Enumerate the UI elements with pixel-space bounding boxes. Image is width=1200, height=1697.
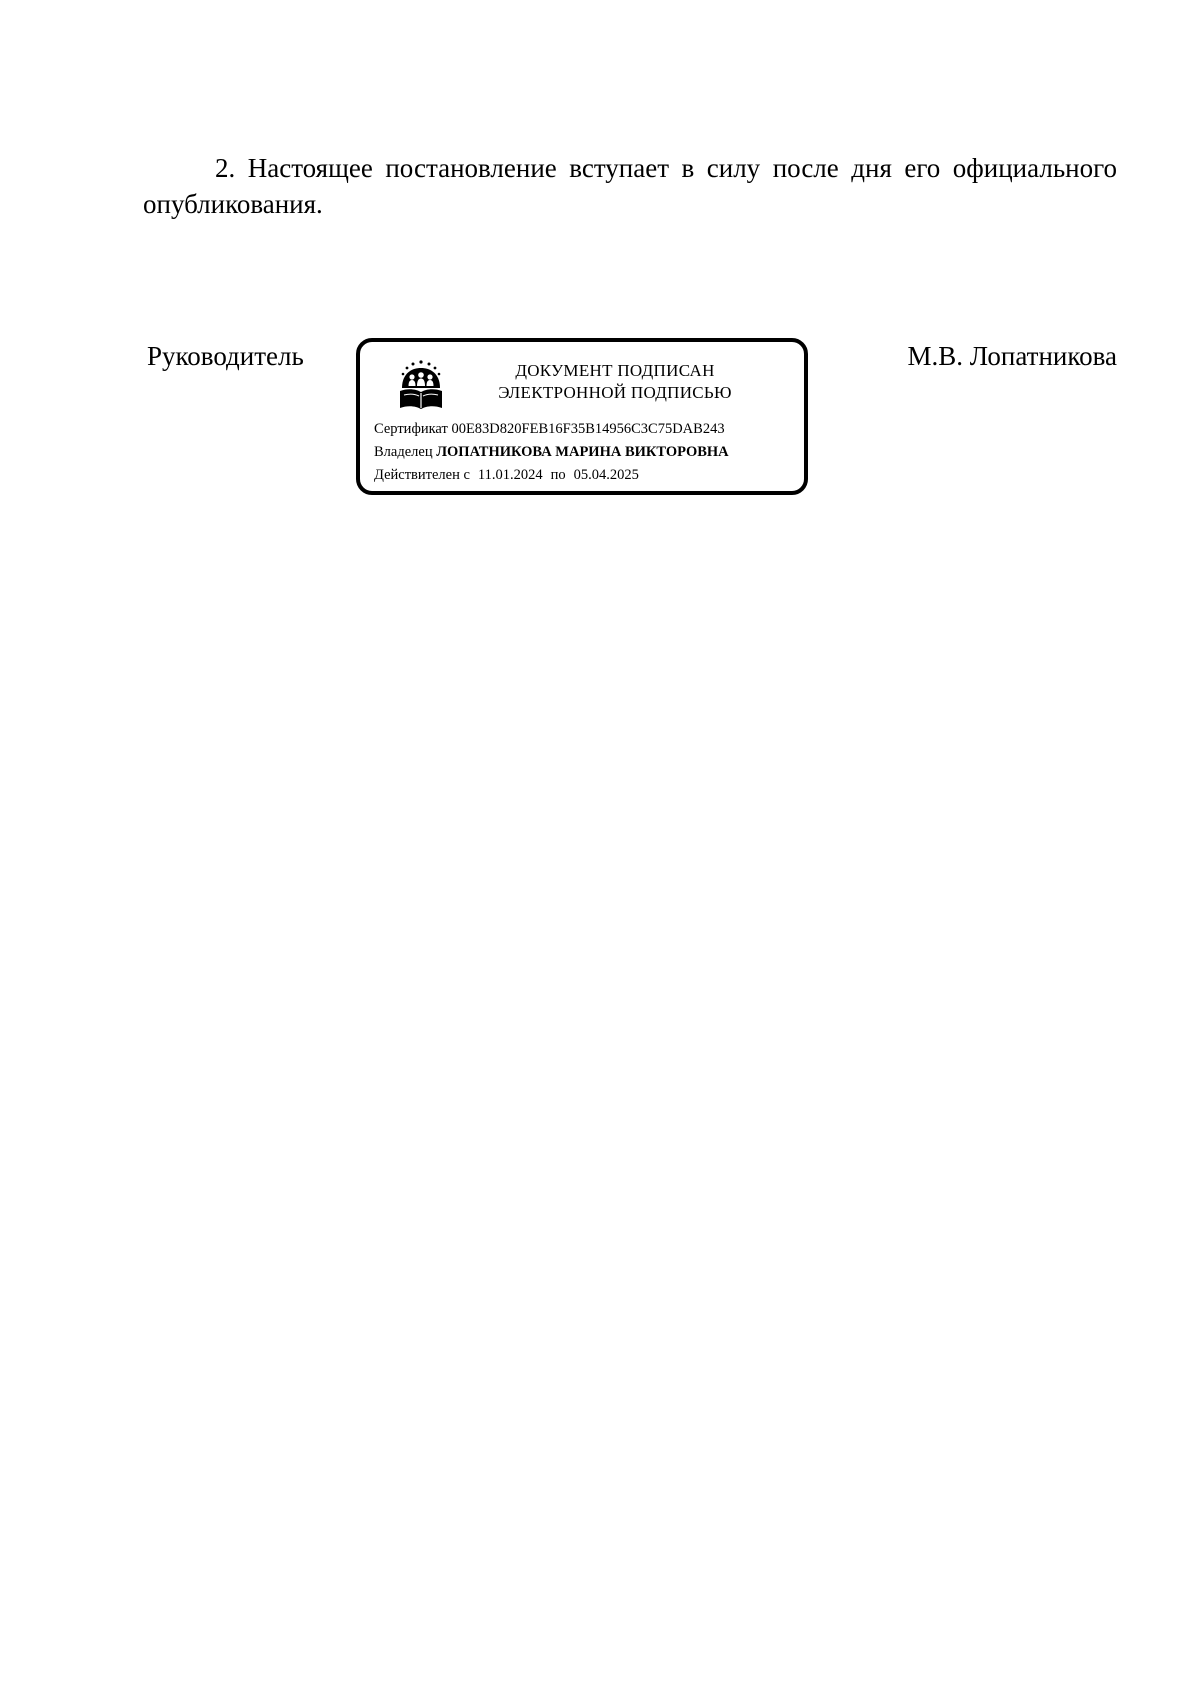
coat-of-arms-book-emblem-icon — [396, 358, 446, 410]
signer-name: М.В. Лопатникова — [907, 341, 1117, 371]
valid-from-date: 11.01.2024 — [477, 467, 543, 483]
certificate-row — [374, 418, 804, 441]
owner-label: Владелец — [374, 444, 433, 460]
owner-value: ЛОПАТНИКОВА МАРИНА ВИКТОРОВНА — [436, 444, 729, 460]
stamp-details — [374, 418, 804, 487]
signer-position-title: Руководитель — [147, 341, 304, 371]
certificate-label: Сертификат — [374, 421, 448, 437]
paragraph-text: 2. Настоящее постановление вступает в силу после дня его официального опубликования. — [143, 153, 1117, 219]
valid-from-label: Действителен с — [374, 467, 470, 483]
valid-to-date: 05.04.2025 — [573, 467, 639, 483]
signature-block — [0, 0, 1200, 520]
stamp-heading-line-2: ЭЛЕКТРОННОЙ ПОДПИСЬЮ — [498, 383, 732, 402]
valid-to-label: по — [550, 467, 566, 483]
stamp-heading-line-1: ДОКУМЕНТ ПОДПИСАН — [515, 361, 715, 380]
owner-row — [374, 441, 804, 464]
electronic-signature-stamp — [356, 338, 808, 495]
certificate-value: 00E83D820FEB16F35B14956C3C75DAB243 — [451, 421, 725, 437]
stamp-heading — [470, 360, 760, 404]
validity-row — [374, 464, 804, 487]
